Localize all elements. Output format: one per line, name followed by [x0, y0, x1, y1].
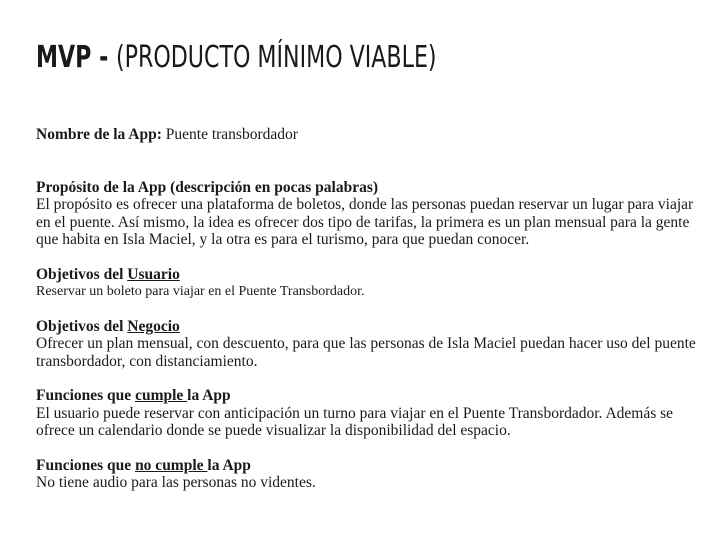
functions-yes-heading-underlined: cumple — [135, 387, 188, 404]
functions-no-section — [36, 457, 696, 492]
app-name-label: Nombre de la App: — [36, 126, 162, 143]
functions-yes-heading — [36, 387, 696, 405]
purpose-body: El propósito es ofrecer una plataforma de boletos, donde las personas puedan reservar un lugar para viajar en el puente. Así mismo, la idea es ofrecer dos tipo de tarifas, la primera es un plan mensual para la gente que habita en Isla Maciel, y la otra es para el turismo, para que puedan conocer. — [36, 196, 694, 248]
user-goals-section — [36, 266, 696, 301]
document-body — [36, 126, 696, 492]
user-goals-body: Reservar un boleto para viajar en el Puente Transbordador. — [36, 284, 365, 299]
functions-yes-section — [36, 387, 696, 440]
functions-no-heading — [36, 457, 696, 475]
functions-no-heading-underlined: no cumple — [135, 456, 208, 474]
functions-yes-heading-prefix: Funciones que — [36, 387, 136, 404]
functions-no-heading-suffix: la App — [207, 456, 251, 474]
title-rest: (PRODUCTO MÍNIMO VIABLE) — [115, 40, 437, 75]
business-goals-body: Ofrecer un plan mensual, con descuento, para que las personas de Isla Maciel puedan hacer uso del puente transbordador, con distanciamiento. — [36, 335, 696, 370]
user-goals-heading — [36, 266, 696, 284]
user-goals-heading-prefix: Objetivos del — [36, 265, 128, 283]
functions-no-heading-prefix: Funciones que — [36, 456, 136, 474]
functions-no-body: No tiene audio para las personas no videntes. — [36, 474, 316, 491]
business-goals-heading — [36, 318, 696, 336]
purpose-section — [36, 179, 696, 249]
user-goals-heading-underlined: Usuario — [127, 265, 180, 283]
business-goals-heading-underlined: Negocio — [127, 317, 180, 335]
purpose-heading: Propósito de la App (descripción en pocas palabras) — [36, 178, 379, 196]
business-goals-section — [36, 318, 696, 371]
functions-yes-heading-suffix: la App — [187, 387, 231, 404]
title-bold: MVP - — [36, 40, 116, 75]
functions-yes-body: El usuario puede reservar con anticipación un turno para viajar en el Puente Transbordador. Además se ofrece un calendario donde se puede visualizar la disponibilidad del espacio. — [36, 404, 674, 439]
app-name-value: Puente transbordador — [161, 126, 298, 143]
app-name-row — [36, 126, 696, 144]
page-title — [36, 40, 437, 75]
business-goals-heading-prefix: Objetivos del — [36, 317, 128, 335]
